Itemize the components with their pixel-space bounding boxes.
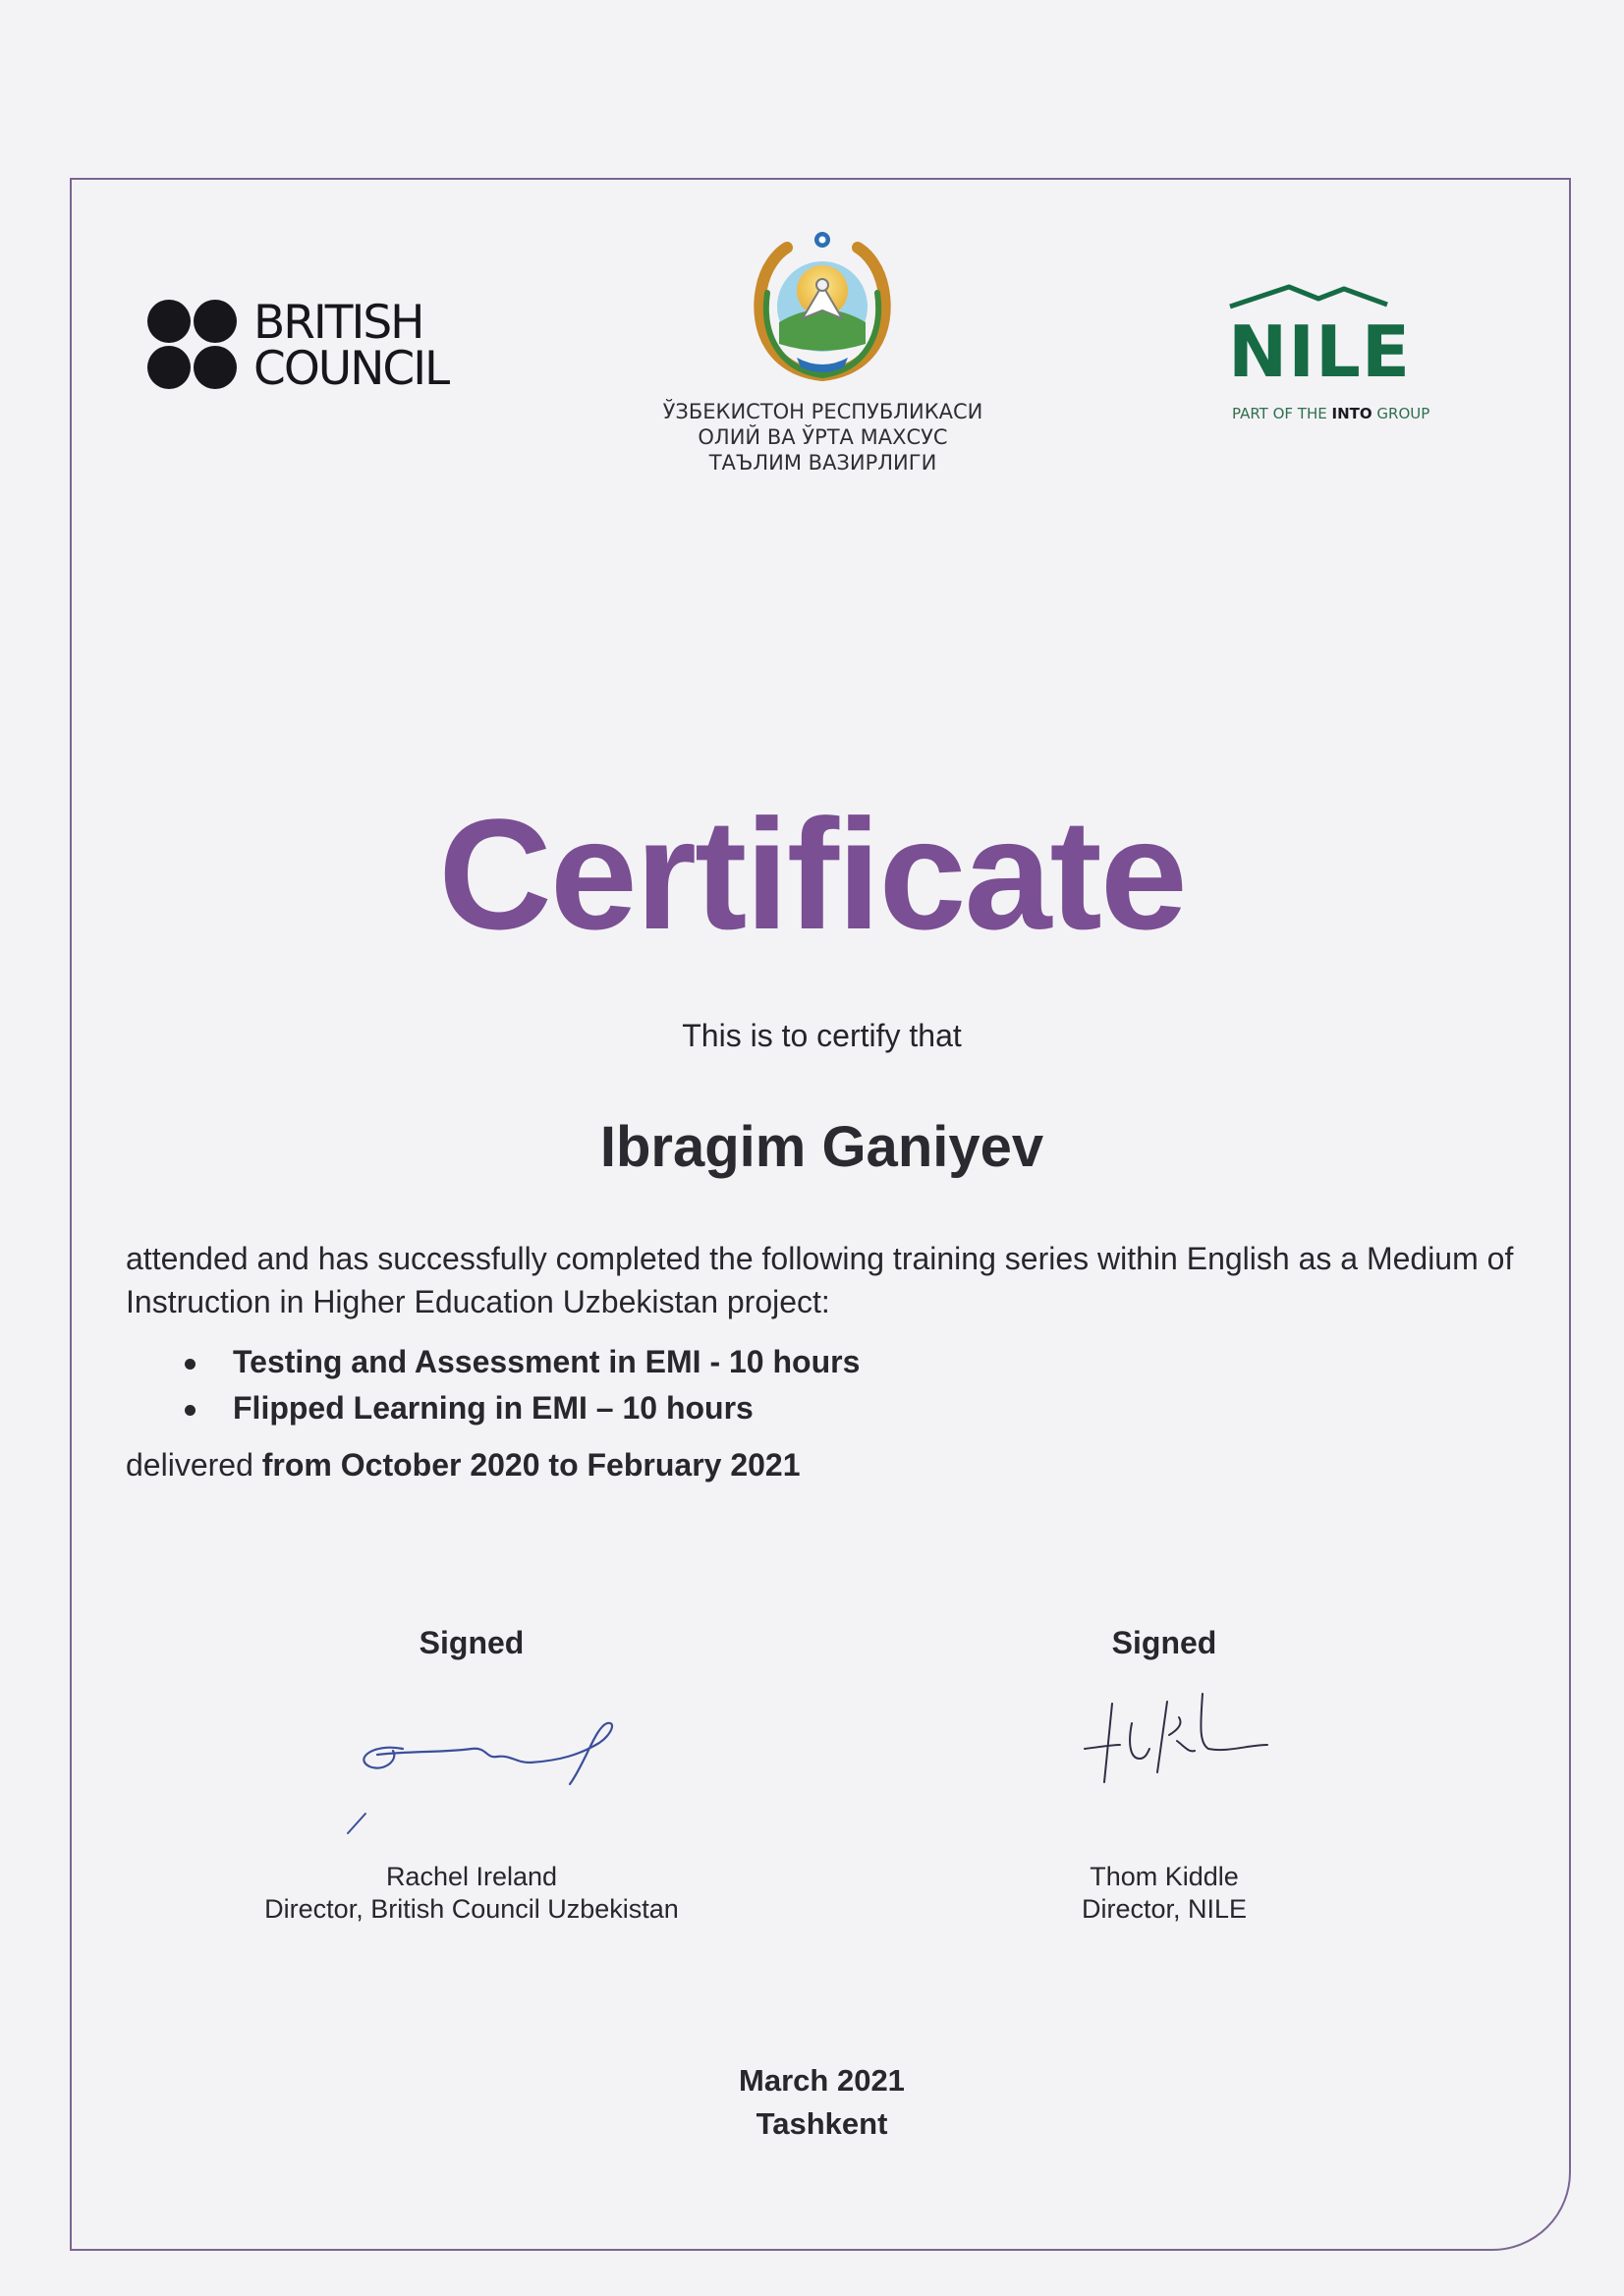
- list-item: Testing and Assessment in EMI - 10 hours: [177, 1339, 860, 1385]
- signed-label: Signed: [1111, 1625, 1217, 1660]
- signature-thom-kiddle: [1002, 1664, 1326, 1861]
- british-council-logo: [147, 296, 449, 396]
- issue-date-place: [0, 2059, 1624, 2146]
- signatory-name: Rachel Ireland: [385, 1862, 558, 1891]
- issue-date: March 2021: [739, 2063, 905, 2098]
- certificate-title: Certificate: [438, 786, 1186, 962]
- signature-block-british-council: [246, 1625, 698, 1926]
- nile-tagline: PART OF THE INTO GROUP: [1232, 405, 1430, 422]
- mountain-icon: [1228, 283, 1395, 312]
- certificate-border: [70, 178, 1571, 2251]
- signed-label: Signed: [419, 1625, 525, 1660]
- uzbekistan-emblem-icon: [744, 228, 901, 385]
- british-council-wordmark: BRITISH COUNCIL: [253, 296, 449, 396]
- signature-rachel-ireland: [246, 1664, 698, 1861]
- signatory-title: Director, British Council Uzbekistan: [264, 1894, 679, 1924]
- list-item: Flipped Learning in EMI – 10 hours: [177, 1385, 860, 1431]
- certificate-body: attended and has successfully completed the following training series within English as a Medium of Instruction in Higher Education Uzbekistan project:: [126, 1241, 1514, 1319]
- signatory-title: Director, NILE: [1081, 1894, 1248, 1924]
- issue-place: Tashkent: [756, 2106, 888, 2141]
- signatory-name: Thom Kiddle: [1090, 1862, 1239, 1891]
- recipient-name: Ibragim Ganiyev: [599, 1115, 1044, 1179]
- certify-line: This is to certify that: [682, 1018, 962, 1053]
- nile-logo: [1228, 283, 1464, 425]
- course-list: [177, 1339, 860, 1431]
- nile-wordmark: NILE: [1228, 310, 1412, 393]
- delivery-period: delivered from October 2020 to February 2021: [126, 1447, 801, 1483]
- ministry-name: ЎЗБЕКИСТОН РЕСПУБЛИКАСИ ОЛИЙ ВА ЎРТА МАХСУС ТАЪЛИМ ВАЗИРЛИГИ: [662, 400, 983, 475]
- signature-block-nile: [1002, 1625, 1326, 1926]
- british-council-dots-icon: [147, 300, 240, 392]
